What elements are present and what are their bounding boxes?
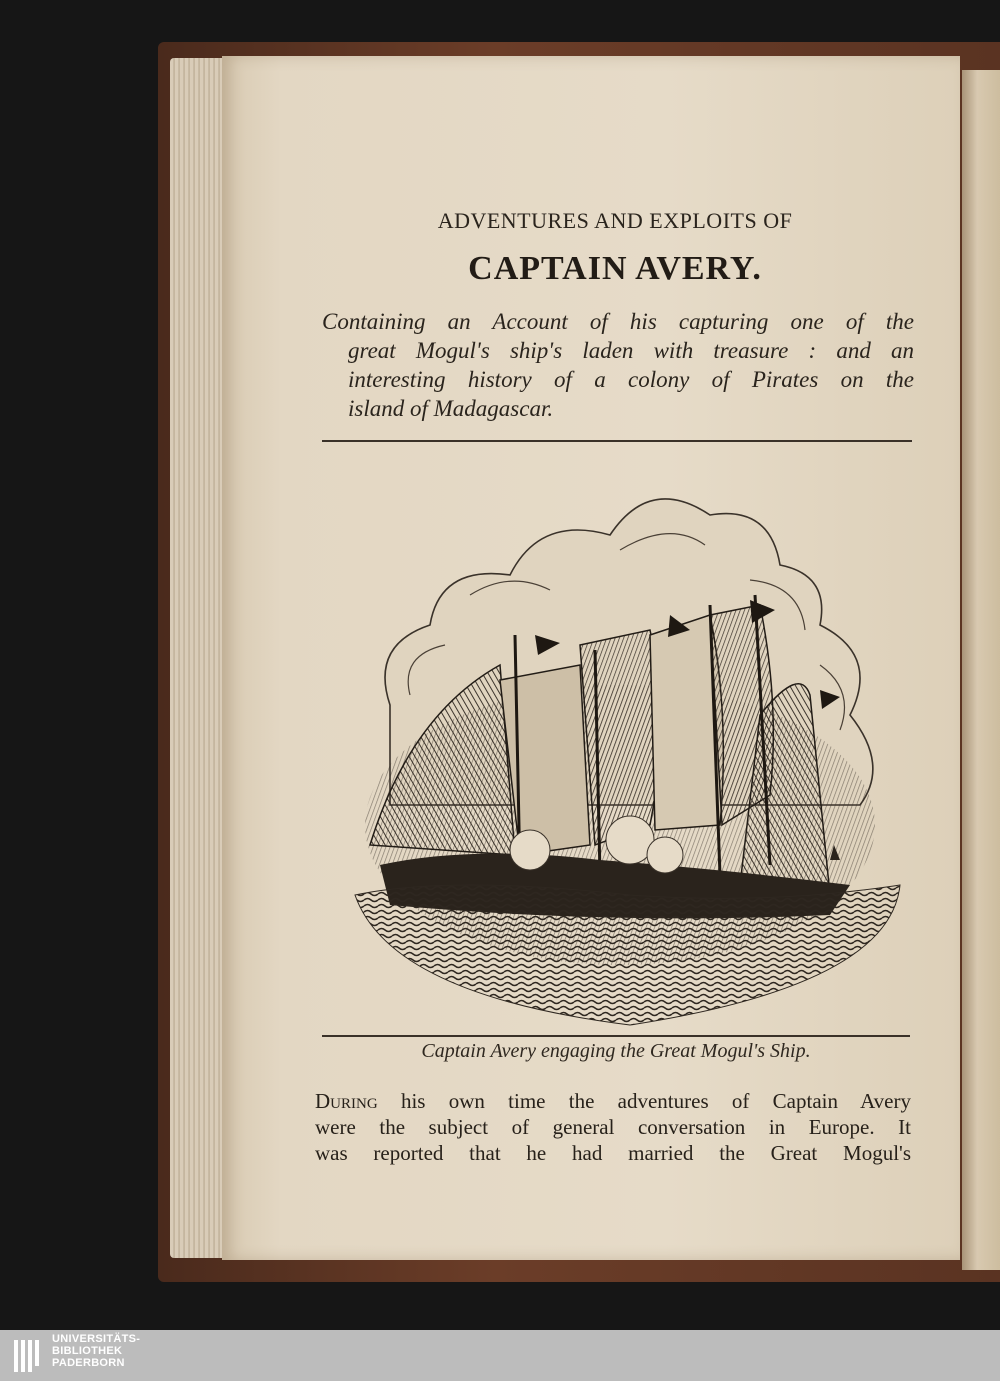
subtitle bbox=[322, 307, 914, 423]
library-footer bbox=[0, 1330, 1000, 1381]
title-line-2: CAPTAIN AVERY. bbox=[468, 250, 762, 287]
subtitle-line: island of Madagascar. bbox=[348, 396, 554, 421]
library-name-line: UNIVERSITÄTS- bbox=[52, 1333, 141, 1345]
title-line-1: ADVENTURES AND EXPLOITS OF bbox=[437, 208, 793, 233]
ship-battle-engraving-icon bbox=[350, 465, 905, 1030]
page-edges bbox=[170, 58, 230, 1258]
divider-top bbox=[322, 440, 912, 442]
body-line: were the subject of general conversation in Europe. It bbox=[315, 1115, 911, 1139]
subtitle-line: Containing an Account of his capturing one of the bbox=[322, 309, 914, 334]
library-logo-icon bbox=[12, 1338, 44, 1374]
divider-bottom bbox=[322, 1035, 910, 1037]
body-line-rest: his own time the adventures of Captain Avery bbox=[377, 1089, 911, 1113]
subtitle-line: interesting history of a colony of Pirates on the bbox=[348, 367, 914, 392]
body-line: was reported that he had married the Great Mogul's bbox=[315, 1141, 911, 1165]
body-paragraph bbox=[315, 1088, 911, 1166]
body-line bbox=[315, 1088, 911, 1114]
subtitle-line: great Mogul's ship's laden with treasure : and an bbox=[348, 338, 914, 363]
facing-page-edge bbox=[962, 70, 1000, 1270]
library-name-line: BIBLIOTHEK bbox=[52, 1345, 123, 1357]
illustration-caption: Captain Avery engaging the Great Mogul's Ship. bbox=[421, 1040, 811, 1062]
drop-word: During bbox=[315, 1089, 378, 1113]
library-name-line: PADERBORN bbox=[52, 1357, 125, 1369]
library-name bbox=[52, 1333, 140, 1369]
